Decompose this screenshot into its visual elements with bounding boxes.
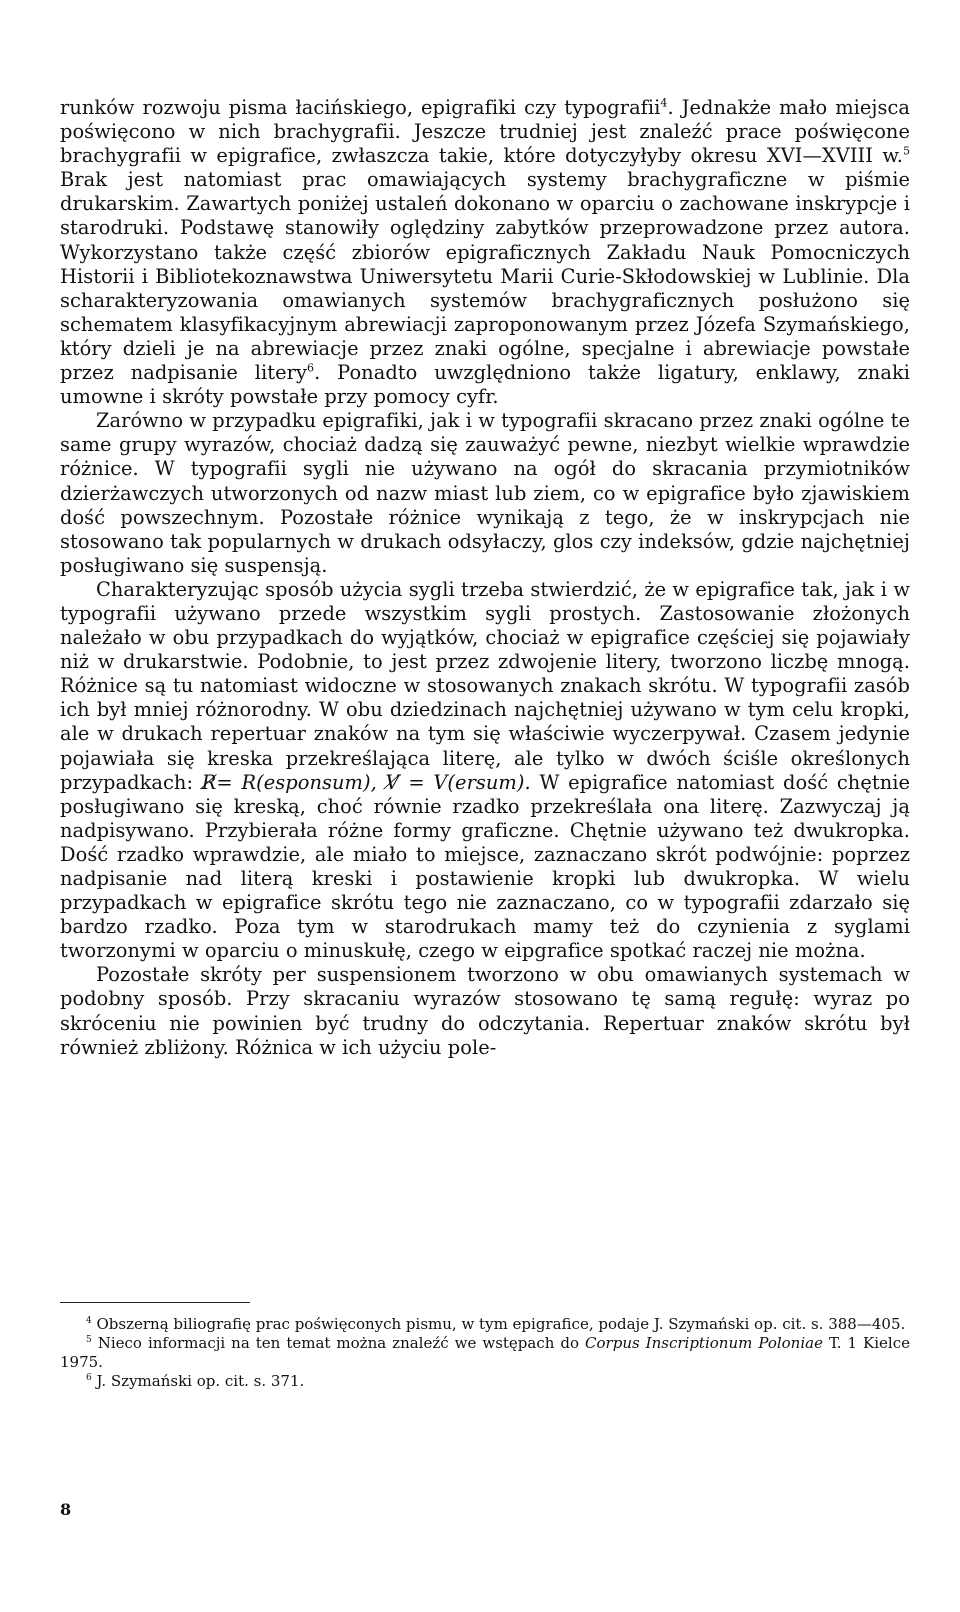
footnote-4 (60, 1315, 910, 1334)
footnote-number: 4 (86, 1316, 92, 1326)
footnote-text: Nieco informacji na ten temat można znaleźć we wstępach do (91, 1334, 586, 1352)
footnotes (60, 1315, 910, 1391)
footnote-title: Corpus Inscriptionum Poloniae (585, 1334, 823, 1352)
paragraph-1 (60, 96, 910, 409)
text-run: Brak jest natomiast prac omawiających systemy brachygraficzne w piśmie drukarskim. Zawartych poniżej ustaleń dokonano w oparciu o zachowane inskrypcje i starodruki. Podstawę stanowiły oględziny zabytków przeprowadzone przez autora. Wykorzystano także część zbiorów epigraficznych Zakładu Nauk Pomocniczych Historii i Bibliotekoznawstwa Uniwersytetu Marii Curie-Skłodowskiej w Lublinie. Dla scharakteryzowania omawianych systemów brachygraficznych posłużono się schematem klasyfikacyjnym abrewiacji zaproponowanym przez Józefa Szymańskiego, który dzieli je na abrewiacje przez znaki ogólne, specjalne i abrewiacje powstałe przez nadpisanie litery (60, 168, 910, 385)
abbreviation-example-versum: V̸ = V(ersum). (385, 770, 531, 794)
text-run: . Ponadto uwzględniono także ligatury, enklawy, znaki umowne i skróty powstałe przy pomocy cyfr. (60, 361, 910, 409)
page-number: 8 (60, 1500, 72, 1519)
footnote-divider (60, 1302, 250, 1303)
footnote-number: 6 (86, 1373, 92, 1383)
footnote-number: 5 (86, 1335, 92, 1345)
footnote-6 (60, 1372, 910, 1391)
text-run: runków rozwoju pisma łacińskiego, epigrafiki czy typografii (60, 96, 661, 119)
footnote-5 (60, 1334, 910, 1372)
paragraph-4: Pozostałe skróty per suspensionem tworzono w obu omawianych systemach w podobny sposób. Przy skracaniu wyrazów stosowano tę samą regułę: wyraz po skróceniu nie powinien być trudny do odczytania. Repertuar znaków skrótu był również zbliżony. Różnica w ich użyciu pole- (60, 963, 910, 1059)
footnote-text: Obszerną biliografię prac poświęconych pismu, w tym epigrafice, podaje J. Szymański op. cit. s. 388—405. (91, 1315, 906, 1333)
text-run: Charakteryzując sposób użycia sygli trzeba stwierdzić, że w epigrafice tak, jak i w typografii używano przede wszystkim sygli prostych. Zastosowanie złożonych należało w obu przypadkach do wyjątków, chociaż w epigrafice częściej się pojawiały niż w drukarstwie. Podobnie, to jest przez zdwojenie litery, tworzono liczbę mnogą. Różnice są tu natomiast widoczne w stosowanych znakach skrótu. W typografii zasób ich był mniej różnorodny. W obu dziedzinach najchętniej używano w tym celu kropki, ale w drukach repertuar znaków na tym się właściwie wyczerpywał. Czasem jedynie pojawiała się kreska przekreślająca literę, ale tylko w dwóch ściśle określonych przypadkach: (60, 577, 910, 794)
footnote-ref-6[interactable]: 6 (307, 361, 315, 375)
text-run: . Jednakże mało miejsca poświęcono w nich brachygrafii. Jeszcze trudniej jest znaleźć prace poświęcone brachygrafii w epigrafice, zwłaszcza takie, które dotyczyłyby okresu XVI—XVIII w. (60, 96, 910, 168)
abbreviation-example-responsum: R̸= R(esponsum), (201, 770, 377, 794)
footnote-ref-4[interactable]: 4 (660, 96, 668, 110)
main-text (60, 96, 910, 1060)
paragraph-2: Zarówno w przypadku epigrafiki, jak i w typografii skracano przez znaki ogólne te same grupy wyrazów, chociaż dadzą się zauważyć pewne, niezbyt wielkie wprawdzie różnice. W typografii sygli nie używano na ogół do skracania przymiotników dzierżawczych utworzonych od nazw miast lub ziem, co w epigrafice było zjawiskiem dość powszechnym. Pozostałe różnice wynikają z tego, że w inskrypcjach nie stosowano tak popularnych w drukach odsyłaczy, glos czy indeksów, gdzie najchętniej posługiwano się suspensją. (60, 409, 910, 577)
text-run: W epigrafice natomiast dość chętnie posługiwano się kreską, choć równie rzadko przekreślała ona literę. Zazwyczaj ją nadpisywano. Przybierała różne formy graficzne. Chętnie używano też dwukropka. Dość rzadko wprawdzie, ale miało to miejsce, zaznaczano skrót podwójnie: poprzez nadpisanie nad literą kreski i postawienie kropki lub dwukropka. W wielu przypadkach w epigrafice skrótu tego nie zaznaczano, co w typografii zdarzało się bardzo rzadko. Poza tym w starodrukach mamy też do czynienia z syglami tworzonymi w oparciu o minuskułę, czego w eipgrafice spotkać raczej nie można. (60, 770, 911, 963)
paragraph-3 (60, 578, 910, 964)
footnote-text: J. Szymański op. cit. s. 371. (91, 1372, 305, 1390)
footnote-text: T. 1 Kielce 1975. (60, 1334, 911, 1371)
footnote-ref-5[interactable]: 5 (902, 144, 910, 158)
